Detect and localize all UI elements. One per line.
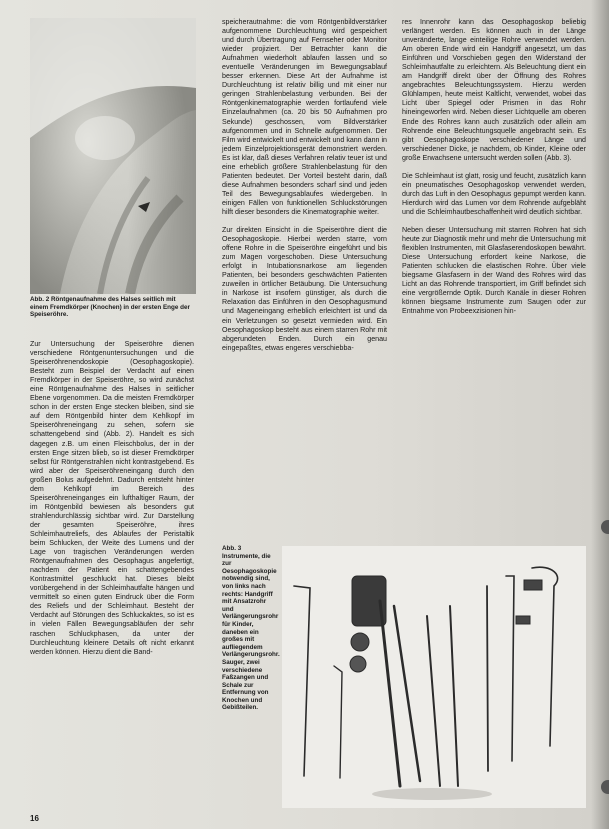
page-edge-shadow <box>591 0 609 829</box>
scope-knob <box>350 656 366 672</box>
tray <box>372 788 492 800</box>
figure-caption-xray: Abb. 2 Röntgenaufnahme des Halses seitlich mit einem Fremdkörper (Knochen) in der ersten Enge der Speiseröhre. <box>30 296 190 319</box>
forceps-grip <box>516 616 530 624</box>
instruments-illustration <box>282 546 586 808</box>
binder-tab <box>601 780 609 794</box>
text-column-3 <box>402 18 586 325</box>
page-number: 16 <box>30 814 39 823</box>
text-column-2 <box>222 18 387 362</box>
paragraph: Zur direkten Einsicht in die Speiseröhre dient die Oesophagoskopie. Hierbei werden starre, vorn offene Rohre in die Speiseröhre eingeführt und bis zum Magen vorgeschoben. Diese Untersuchung erfolgt in Intubationsnarkose am liegenden Patienten, bei besonders geschwächten Patienten zuweilen in örtlicher Betäubung. Die Untersuchung in Narkose ist insofern günstiger, als durch die Relaxation das Einführen in den Oesophagusmund und Mageneingang erheblich erleichtert ist und da ein Verletzungen so gesetzt vermieden wird. Ein Oesophagoskop besteht aus einem starren Rohr mit abgerundeten Enden. Durch ein genau eingepaßtes, etwas engeres verschiebba- <box>222 226 387 352</box>
instruments-photo <box>282 546 586 808</box>
paragraph: Neben dieser Untersuchung mit starren Rohren hat sich heute zur Diagnostik mehr und mehr die Untersuchung mit flexiblen Instrumenten, mit Glasfaserendoskopen bewährt. Diese Untersuchung erfordert keine Narkose, die Patienten schlucken die elastischen Rohre. Über viele biegsame Glasfasern in der Wand des Rohres wird das Licht an das Rohrende transportiert, im Griff befindet sich eine vergrößernde Optik. Durch Kanäle in dieser Rohren können biegsame Instrumente zum Saugen oder zur Entnahme von Probeexzisionen hin- <box>402 225 586 316</box>
binder-tab <box>601 520 609 534</box>
xray-image <box>30 18 196 294</box>
suction-tube <box>487 586 488 771</box>
paragraph: Zur Untersuchung der Speiseröhre dienen verschiedene Röntgenuntersuchungen und die Speiseröhrenendoskopie (Oesophagoskopie). Besteht zum Beispiel der Verdacht auf einen Fremdkörper in der Speiseröhre, so wird zunächst eine Röntgenaufnahme des Halses in seitlicher Ebene vorgenommen. Da die meisten Fremdkörper schon in der ersten Enge stecken bleiben, sind sie auf dem Röntgenbild hinter dem Kehlkopf im Speiseröhreneingang zu sehen, sofern sie schattengebend sind (Abb. 2). Handelt es sich dagegen z.B. um einen Fleischbolus, der in der ersten Enge sitzen blieb, so ist dieser Fremdkörper selbst für Röntgenstrahlen nicht kontrastgebend. Es wird aber der Speiseröhreneingang durch den großen Bolus aufgedehnt. Dadurch entsteht hinter dem Kehlkopf im Bereich des Speiseröhreneinganges ein lufthaltiger Raum, der im Röntgenbild bewiesen als besonders gut strahlendurchlässig sichtbar wird. Zur Darstellung der gesamten Speiseröhre, ihres Schleimhautreliefs, des Ablaufes der Peristaltik beim Schlucken, der Weite des Lumens und der Lage von tragischen Veränderungen werden Röntgenaufnahmen des Oesophagus angefertigt, nachdem der Patient ein schattengebendes Kontrastmittel geschluckt hat. Dieses bleibt vorübergehend in der Schleimhautfalte hängen und vermittelt so einen guten Eindruck über die Form des Reliefs und der Schleimhaut. Besteht der Verdacht auf Störungen des Schluckaktes, so ist es in vielen Fällen Bewegungsabläufen der sehr raschen Schluckphasen, da unter der Durchleuchtung kleinere Details oft nicht erkannt werden können. Hierzu dient die Band- <box>30 340 194 656</box>
paragraph: Die Schleimhaut ist glatt, rosig und feucht, zusätzlich kann ein pneumatisches Oesophagoskop verwendet werden, durch das Luft in den Oesophagus gepumpt werden kann. Hierdurch wird das Lumen vor dem Rohrende aufgebläht und die Schleimhautbeschaffenheit wird deutlich sichtbar. <box>402 171 586 216</box>
xray-neck-illustration <box>30 18 196 294</box>
forceps-grip <box>524 580 542 590</box>
scope-knob <box>351 633 369 651</box>
paragraph: speicherautnahme: die vom Röntgenbildverstärker aufgenommene Durchleuchtung wird gespeichert und durch Übertragung auf Fernseher oder Monitor wieder projiziert. Der Betrachter kann die Aufnahmen wiederholt ablaufen lassen und so eventuelle Veränderungen im Bewegungsablauf besser erkennen. Diese Art der Aufnahme ist Durchleuchtung ist relativ billig und mit einer nur geringen Strahlenbelastung verbunden. Bei der Röntgenkinematographie werden fortlaufend viele Einzelaufnahmen (ca. 20 bis 50 Aufnahmen pro Sekunde) geschossen, vom Bildverstärker aufgenommen und in Schnelle aufgenommen. Der Film wird entwickelt und entwickelt und kann dann in jedem Einzelprojektionsgerät demonstriert werden. Es ist klar, daß dieses Verfahren relativ teuer ist und eine erheblich größere Strahlenbelastung für den Patienten bedeutet. Der Vorteil besteht darin, daß diese Aufnahmen besonders scharf sind und jeden Teil des Bewegungsablaufes wiedergeben. In einigen Fällen von funktionellen Schluckstörungen hilft dieser besonders die Kinematographie weiter. <box>222 18 387 216</box>
text-column-1 <box>30 340 194 666</box>
figure-caption-instruments: Abb. 3 Instrumente, die zur Oesophagoskopie notwendig sind, von links nach rechts: Handgriff mit Ansatzrohr und Verlängerungsrohr für Kinder, daneben ein großes mit aufliegendem Verlängerungsrohr. Sauger, zwei verschiedene Faßzangen und Schale zur Entfernung von Knochen und Gebißteilen. <box>222 545 280 712</box>
paragraph: res Innenrohr kann das Oesophagoskop beliebig verlängert werden. Es können auch in der Länge unveränderte, lange einteilige Rohre verwendet werden. Am oberen Ende wird ein Handgriff angesetzt, um das Einführen und Vorschieben gegen den Widerstand der Schleimhautfalte zu erleichtern. Als Beleuchtung dient ein am Handgriff direkt über der Öffnung des Rohres angebrachtes Beleuchtungssystem. Hierzu werden Glühlampen, heute meist Kaltlicht, verwendet, wobei das Licht über Spiegel oder Prismen in das Rohr hineingeworfen wird. Neben dieser Lichtquelle am oberen Ende des Rohres kann auch zusätzlich oder allein am Rohrende eine Beleuchtungsquelle angebracht sein. Es gibt Oesophagoskope verschiedener Länge und verschiedener Dicke, je nachdem, ob Kinder, Kleine oder große Erwachsene untersucht werden sollen (Abb. 3). <box>402 18 586 162</box>
